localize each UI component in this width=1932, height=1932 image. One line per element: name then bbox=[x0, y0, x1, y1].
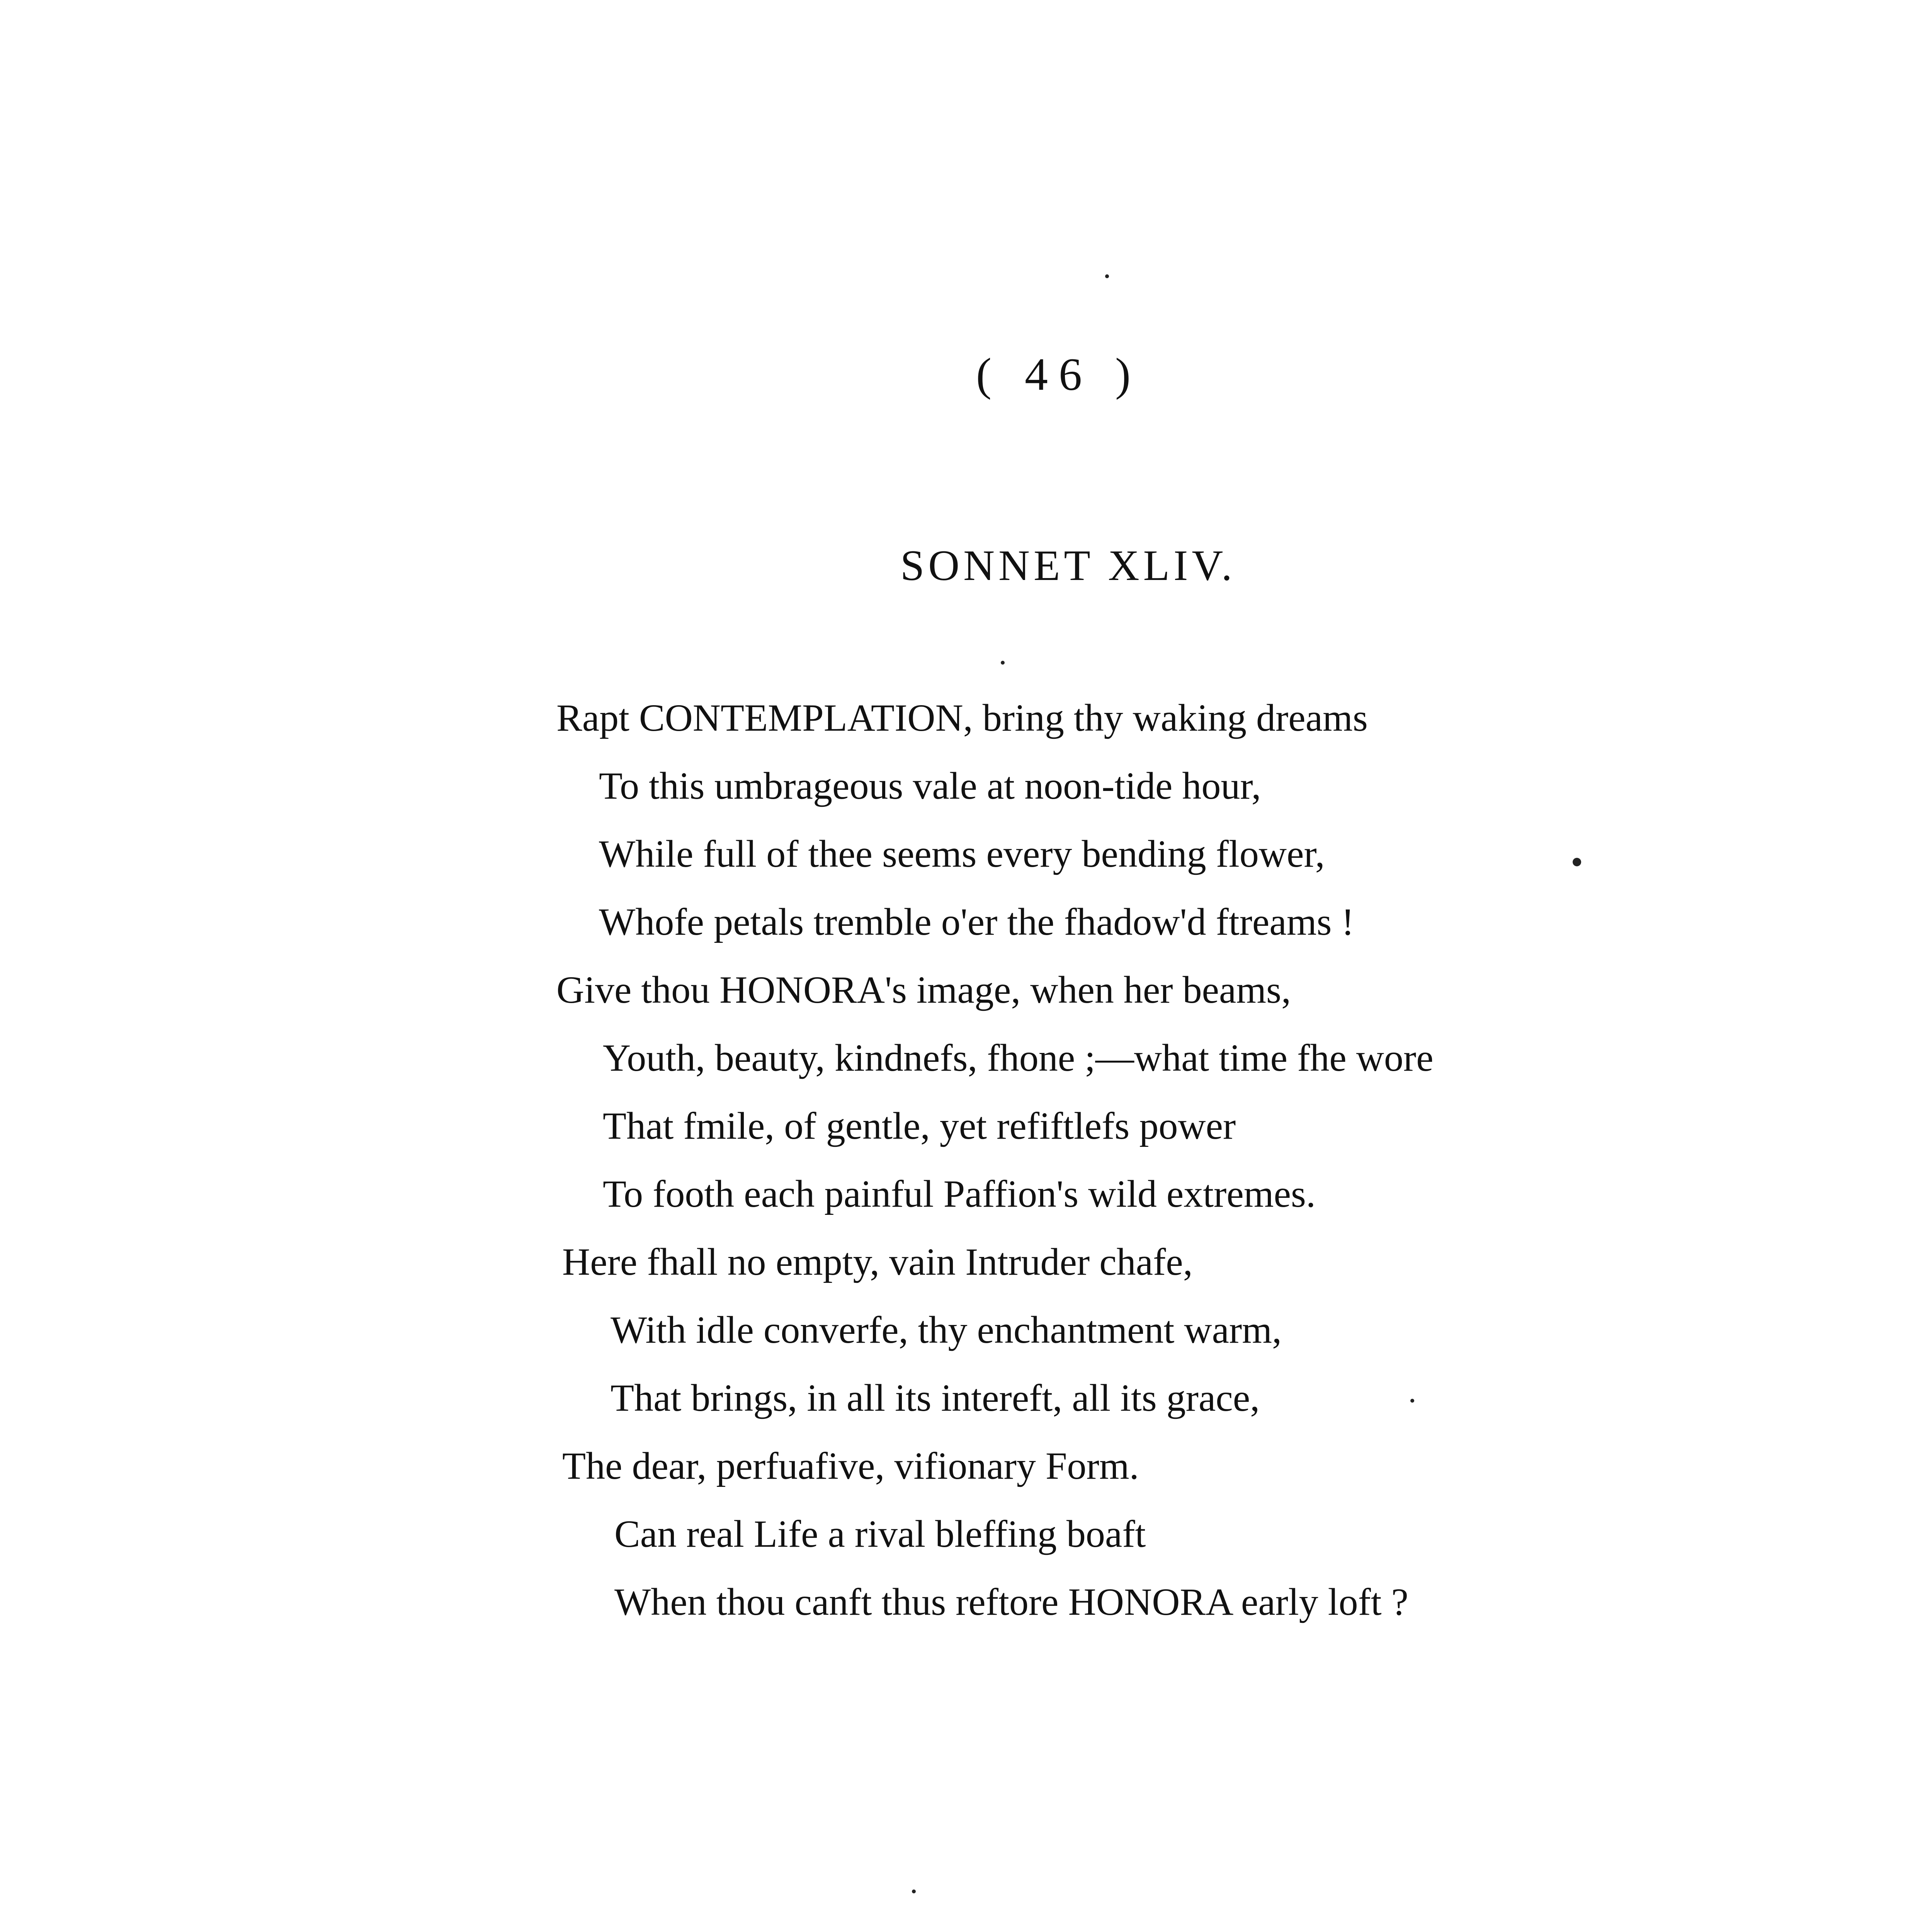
scan-speck bbox=[1573, 858, 1581, 866]
scan-speck bbox=[1410, 1399, 1414, 1403]
poem-line: Rapt CONTEMPLATION, bring thy waking dreams bbox=[556, 696, 1368, 739]
poem-line: Give thou HONORA's image, when her beams, bbox=[556, 968, 1291, 1011]
page-number: ( 46 ) bbox=[976, 349, 1141, 400]
poem-line: That fmile, of gentle, yet refiftlefs power bbox=[603, 1104, 1236, 1147]
poem-line: With idle converfe, thy enchantment warm, bbox=[611, 1308, 1282, 1351]
poem-line: Can real Life a rival bleffing boaft bbox=[614, 1512, 1146, 1555]
poem-line: Here fhall no empty, vain Intruder chafe, bbox=[562, 1240, 1193, 1283]
poem-line: To this umbrageous vale at noon-tide hour, bbox=[599, 764, 1261, 807]
sonnet-body bbox=[556, 684, 1434, 1636]
poem-line: That brings, in all its intereft, all its grace, bbox=[611, 1376, 1260, 1419]
scan-speck bbox=[912, 1889, 916, 1893]
poem-line: Whofe petals tremble o'er the fhadow'd ftreams ! bbox=[599, 900, 1354, 943]
poem-line: When thou canft thus reftore HONORA early loft ? bbox=[614, 1580, 1408, 1623]
poem-line: To footh each painful Paffion's wild extremes. bbox=[603, 1172, 1316, 1215]
sonnet-title: SONNET XLIV. bbox=[900, 542, 1236, 590]
poem-line: While full of thee seems every bending flower, bbox=[599, 832, 1325, 875]
poem-line: The dear, perfuafive, vifionary Form. bbox=[562, 1444, 1139, 1487]
poem-line: Youth, beauty, kindnefs, fhone ;—what time fhe wore bbox=[603, 1036, 1434, 1079]
scan-speck bbox=[1105, 274, 1109, 278]
scan-speck bbox=[1001, 661, 1005, 665]
